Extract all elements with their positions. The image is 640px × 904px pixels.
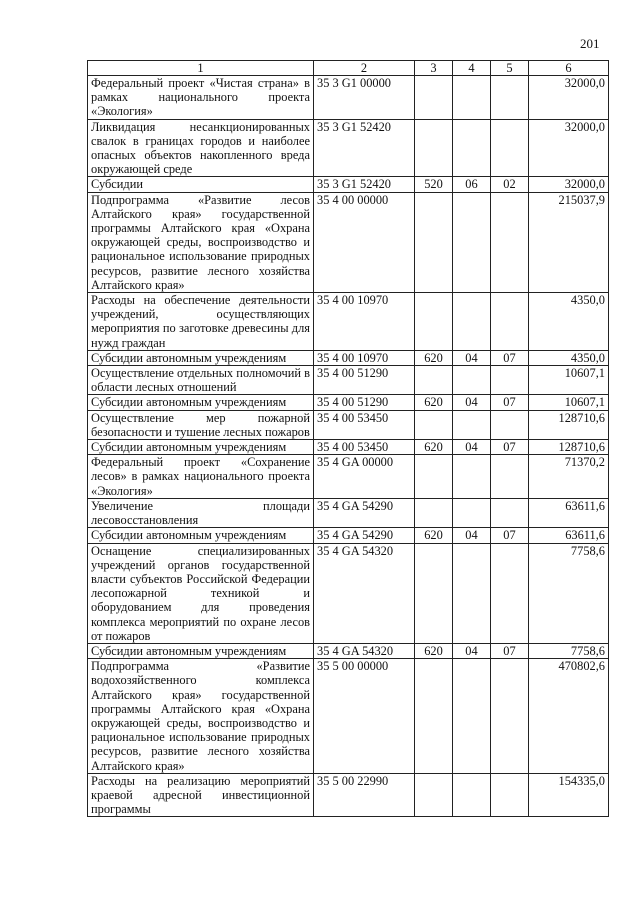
cell-amount: 7758,6 bbox=[529, 543, 609, 643]
cell-name: Субсидии автономным учреждениям bbox=[88, 440, 314, 455]
cell-c5: 07 bbox=[491, 395, 529, 410]
cell-amount: 7758,6 bbox=[529, 643, 609, 658]
cell-c3 bbox=[415, 498, 453, 527]
cell-c4 bbox=[453, 455, 491, 499]
cell-c4: 04 bbox=[453, 528, 491, 543]
cell-name: Подпрограмма «Развитие водохозяйственного комплекса Алтайского края» государственной программы Алтайского края «Охрана окружающей среды, воспроизводство и рациональное использование природных ресурсов, развитие лесного хозяйства Алтайского края» bbox=[88, 659, 314, 774]
cell-c4 bbox=[453, 410, 491, 439]
cell-amount: 63611,6 bbox=[529, 498, 609, 527]
cell-name: Расходы на реализацию мероприятий краевой адресной инвестиционной программы bbox=[88, 773, 314, 817]
cell-c5: 02 bbox=[491, 177, 529, 192]
cell-c5 bbox=[491, 192, 529, 292]
cell-code: 35 4 GA 54320 bbox=[314, 543, 415, 643]
table-row bbox=[88, 659, 609, 774]
cell-c4: 04 bbox=[453, 350, 491, 365]
cell-code: 35 4 00 53450 bbox=[314, 440, 415, 455]
budget-table bbox=[87, 60, 609, 817]
cell-name: Субсидии bbox=[88, 177, 314, 192]
table-row bbox=[88, 440, 609, 455]
cell-amount: 128710,6 bbox=[529, 440, 609, 455]
cell-c4 bbox=[453, 76, 491, 120]
cell-c3: 620 bbox=[415, 643, 453, 658]
table-row bbox=[88, 350, 609, 365]
cell-code: 35 3 G1 52420 bbox=[314, 119, 415, 177]
cell-c3: 620 bbox=[415, 350, 453, 365]
cell-name: Федеральный проект «Сохранение лесов» в рамках национального проекта «Экология» bbox=[88, 455, 314, 499]
cell-amount: 32000,0 bbox=[529, 177, 609, 192]
table-row bbox=[88, 773, 609, 817]
cell-c3: 520 bbox=[415, 177, 453, 192]
cell-amount: 4350,0 bbox=[529, 293, 609, 351]
cell-code: 35 3 G1 52420 bbox=[314, 177, 415, 192]
table-row bbox=[88, 76, 609, 120]
cell-code: 35 5 00 22990 bbox=[314, 773, 415, 817]
cell-code: 35 3 G1 00000 bbox=[314, 76, 415, 120]
table-row bbox=[88, 410, 609, 439]
table-row bbox=[88, 543, 609, 643]
cell-name: Субсидии автономным учреждениям bbox=[88, 395, 314, 410]
cell-c5 bbox=[491, 659, 529, 774]
cell-code: 35 4 00 53450 bbox=[314, 410, 415, 439]
cell-c5: 07 bbox=[491, 528, 529, 543]
cell-c4 bbox=[453, 192, 491, 292]
cell-amount: 154335,0 bbox=[529, 773, 609, 817]
cell-c3 bbox=[415, 76, 453, 120]
cell-amount: 32000,0 bbox=[529, 119, 609, 177]
cell-c4 bbox=[453, 498, 491, 527]
cell-amount: 10607,1 bbox=[529, 395, 609, 410]
cell-amount: 215037,9 bbox=[529, 192, 609, 292]
table-row bbox=[88, 192, 609, 292]
cell-name: Субсидии автономным учреждениям bbox=[88, 643, 314, 658]
cell-code: 35 4 00 51290 bbox=[314, 395, 415, 410]
cell-amount: 32000,0 bbox=[529, 76, 609, 120]
cell-c3 bbox=[415, 543, 453, 643]
cell-code: 35 4 00 10970 bbox=[314, 350, 415, 365]
cell-name: Увеличение площади лесовосстановления bbox=[88, 498, 314, 527]
cell-code: 35 4 00 00000 bbox=[314, 192, 415, 292]
cell-c3 bbox=[415, 773, 453, 817]
cell-c3 bbox=[415, 410, 453, 439]
cell-amount: 71370,2 bbox=[529, 455, 609, 499]
cell-code: 35 4 00 10970 bbox=[314, 293, 415, 351]
table-row bbox=[88, 177, 609, 192]
cell-name: Осуществление мер пожарной безопасности и тушение лесных пожаров bbox=[88, 410, 314, 439]
cell-name: Осуществление отдельных полномочий в области лесных отношений bbox=[88, 366, 314, 395]
cell-c4 bbox=[453, 773, 491, 817]
cell-code: 35 4 GA 54290 bbox=[314, 498, 415, 527]
table-body bbox=[88, 61, 609, 817]
table-row bbox=[88, 395, 609, 410]
cell-c5: 07 bbox=[491, 643, 529, 658]
cell-c5 bbox=[491, 76, 529, 120]
cell-code: 35 5 00 00000 bbox=[314, 659, 415, 774]
cell-c3 bbox=[415, 659, 453, 774]
cell-c4: 04 bbox=[453, 440, 491, 455]
cell-c4 bbox=[453, 119, 491, 177]
cell-c5 bbox=[491, 455, 529, 499]
cell-c5 bbox=[491, 366, 529, 395]
cell-name: Оснащение специализированных учреждений органов государственной власти субъектов Российской Федерации лесопожарной техникой и оборудованием для проведения комплекса мероприятий по охране лесов от пожаров bbox=[88, 543, 314, 643]
cell-c3: 620 bbox=[415, 528, 453, 543]
cell-c5 bbox=[491, 410, 529, 439]
cell-c5: 07 bbox=[491, 440, 529, 455]
cell-c3 bbox=[415, 293, 453, 351]
table-row bbox=[88, 119, 609, 177]
cell-c4 bbox=[453, 366, 491, 395]
table-row bbox=[88, 293, 609, 351]
cell-code: 35 4 GA 00000 bbox=[314, 455, 415, 499]
cell-amount: 10607,1 bbox=[529, 366, 609, 395]
column-header: 1 bbox=[88, 61, 314, 76]
table-row bbox=[88, 498, 609, 527]
cell-code: 35 4 GA 54320 bbox=[314, 643, 415, 658]
cell-c4 bbox=[453, 293, 491, 351]
cell-code: 35 4 GA 54290 bbox=[314, 528, 415, 543]
cell-c3: 620 bbox=[415, 440, 453, 455]
cell-amount: 470802,6 bbox=[529, 659, 609, 774]
cell-c5: 07 bbox=[491, 350, 529, 365]
page-number: 201 bbox=[580, 36, 600, 51]
cell-c3: 620 bbox=[415, 395, 453, 410]
cell-c4 bbox=[453, 543, 491, 643]
cell-c4: 06 bbox=[453, 177, 491, 192]
table-row bbox=[88, 455, 609, 499]
cell-c5 bbox=[491, 773, 529, 817]
column-header: 2 bbox=[314, 61, 415, 76]
cell-c5 bbox=[491, 498, 529, 527]
column-header: 5 bbox=[491, 61, 529, 76]
cell-c5 bbox=[491, 119, 529, 177]
table-header-row bbox=[88, 61, 609, 76]
cell-c4: 04 bbox=[453, 643, 491, 658]
cell-name: Федеральный проект «Чистая страна» в рамках национального проекта «Экология» bbox=[88, 76, 314, 120]
cell-name: Субсидии автономным учреждениям bbox=[88, 528, 314, 543]
cell-name: Расходы на обеспечение деятельности учреждений, осуществляющих мероприятия по заготовке древесины для нужд граждан bbox=[88, 293, 314, 351]
column-header: 3 bbox=[415, 61, 453, 76]
cell-c4 bbox=[453, 659, 491, 774]
cell-name: Ликвидация несанкционированных свалок в границах городов и наиболее опасных объектов накопленного вреда окружающей среде bbox=[88, 119, 314, 177]
cell-c3 bbox=[415, 455, 453, 499]
cell-c5 bbox=[491, 293, 529, 351]
table-row bbox=[88, 643, 609, 658]
table-row bbox=[88, 366, 609, 395]
cell-amount: 63611,6 bbox=[529, 528, 609, 543]
cell-amount: 4350,0 bbox=[529, 350, 609, 365]
column-header: 4 bbox=[453, 61, 491, 76]
column-header: 6 bbox=[529, 61, 609, 76]
cell-c5 bbox=[491, 543, 529, 643]
cell-c4: 04 bbox=[453, 395, 491, 410]
cell-c3 bbox=[415, 192, 453, 292]
cell-name: Подпрограмма «Развитие лесов Алтайского края» государственной программы Алтайского края «Охрана окружающей среды, воспроизводство и рациональное использование природных ресурсов, развитие лесного хозяйства Алтайского края» bbox=[88, 192, 314, 292]
table-row bbox=[88, 528, 609, 543]
cell-code: 35 4 00 51290 bbox=[314, 366, 415, 395]
cell-c3 bbox=[415, 119, 453, 177]
cell-amount: 128710,6 bbox=[529, 410, 609, 439]
cell-name: Субсидии автономным учреждениям bbox=[88, 350, 314, 365]
cell-c3 bbox=[415, 366, 453, 395]
